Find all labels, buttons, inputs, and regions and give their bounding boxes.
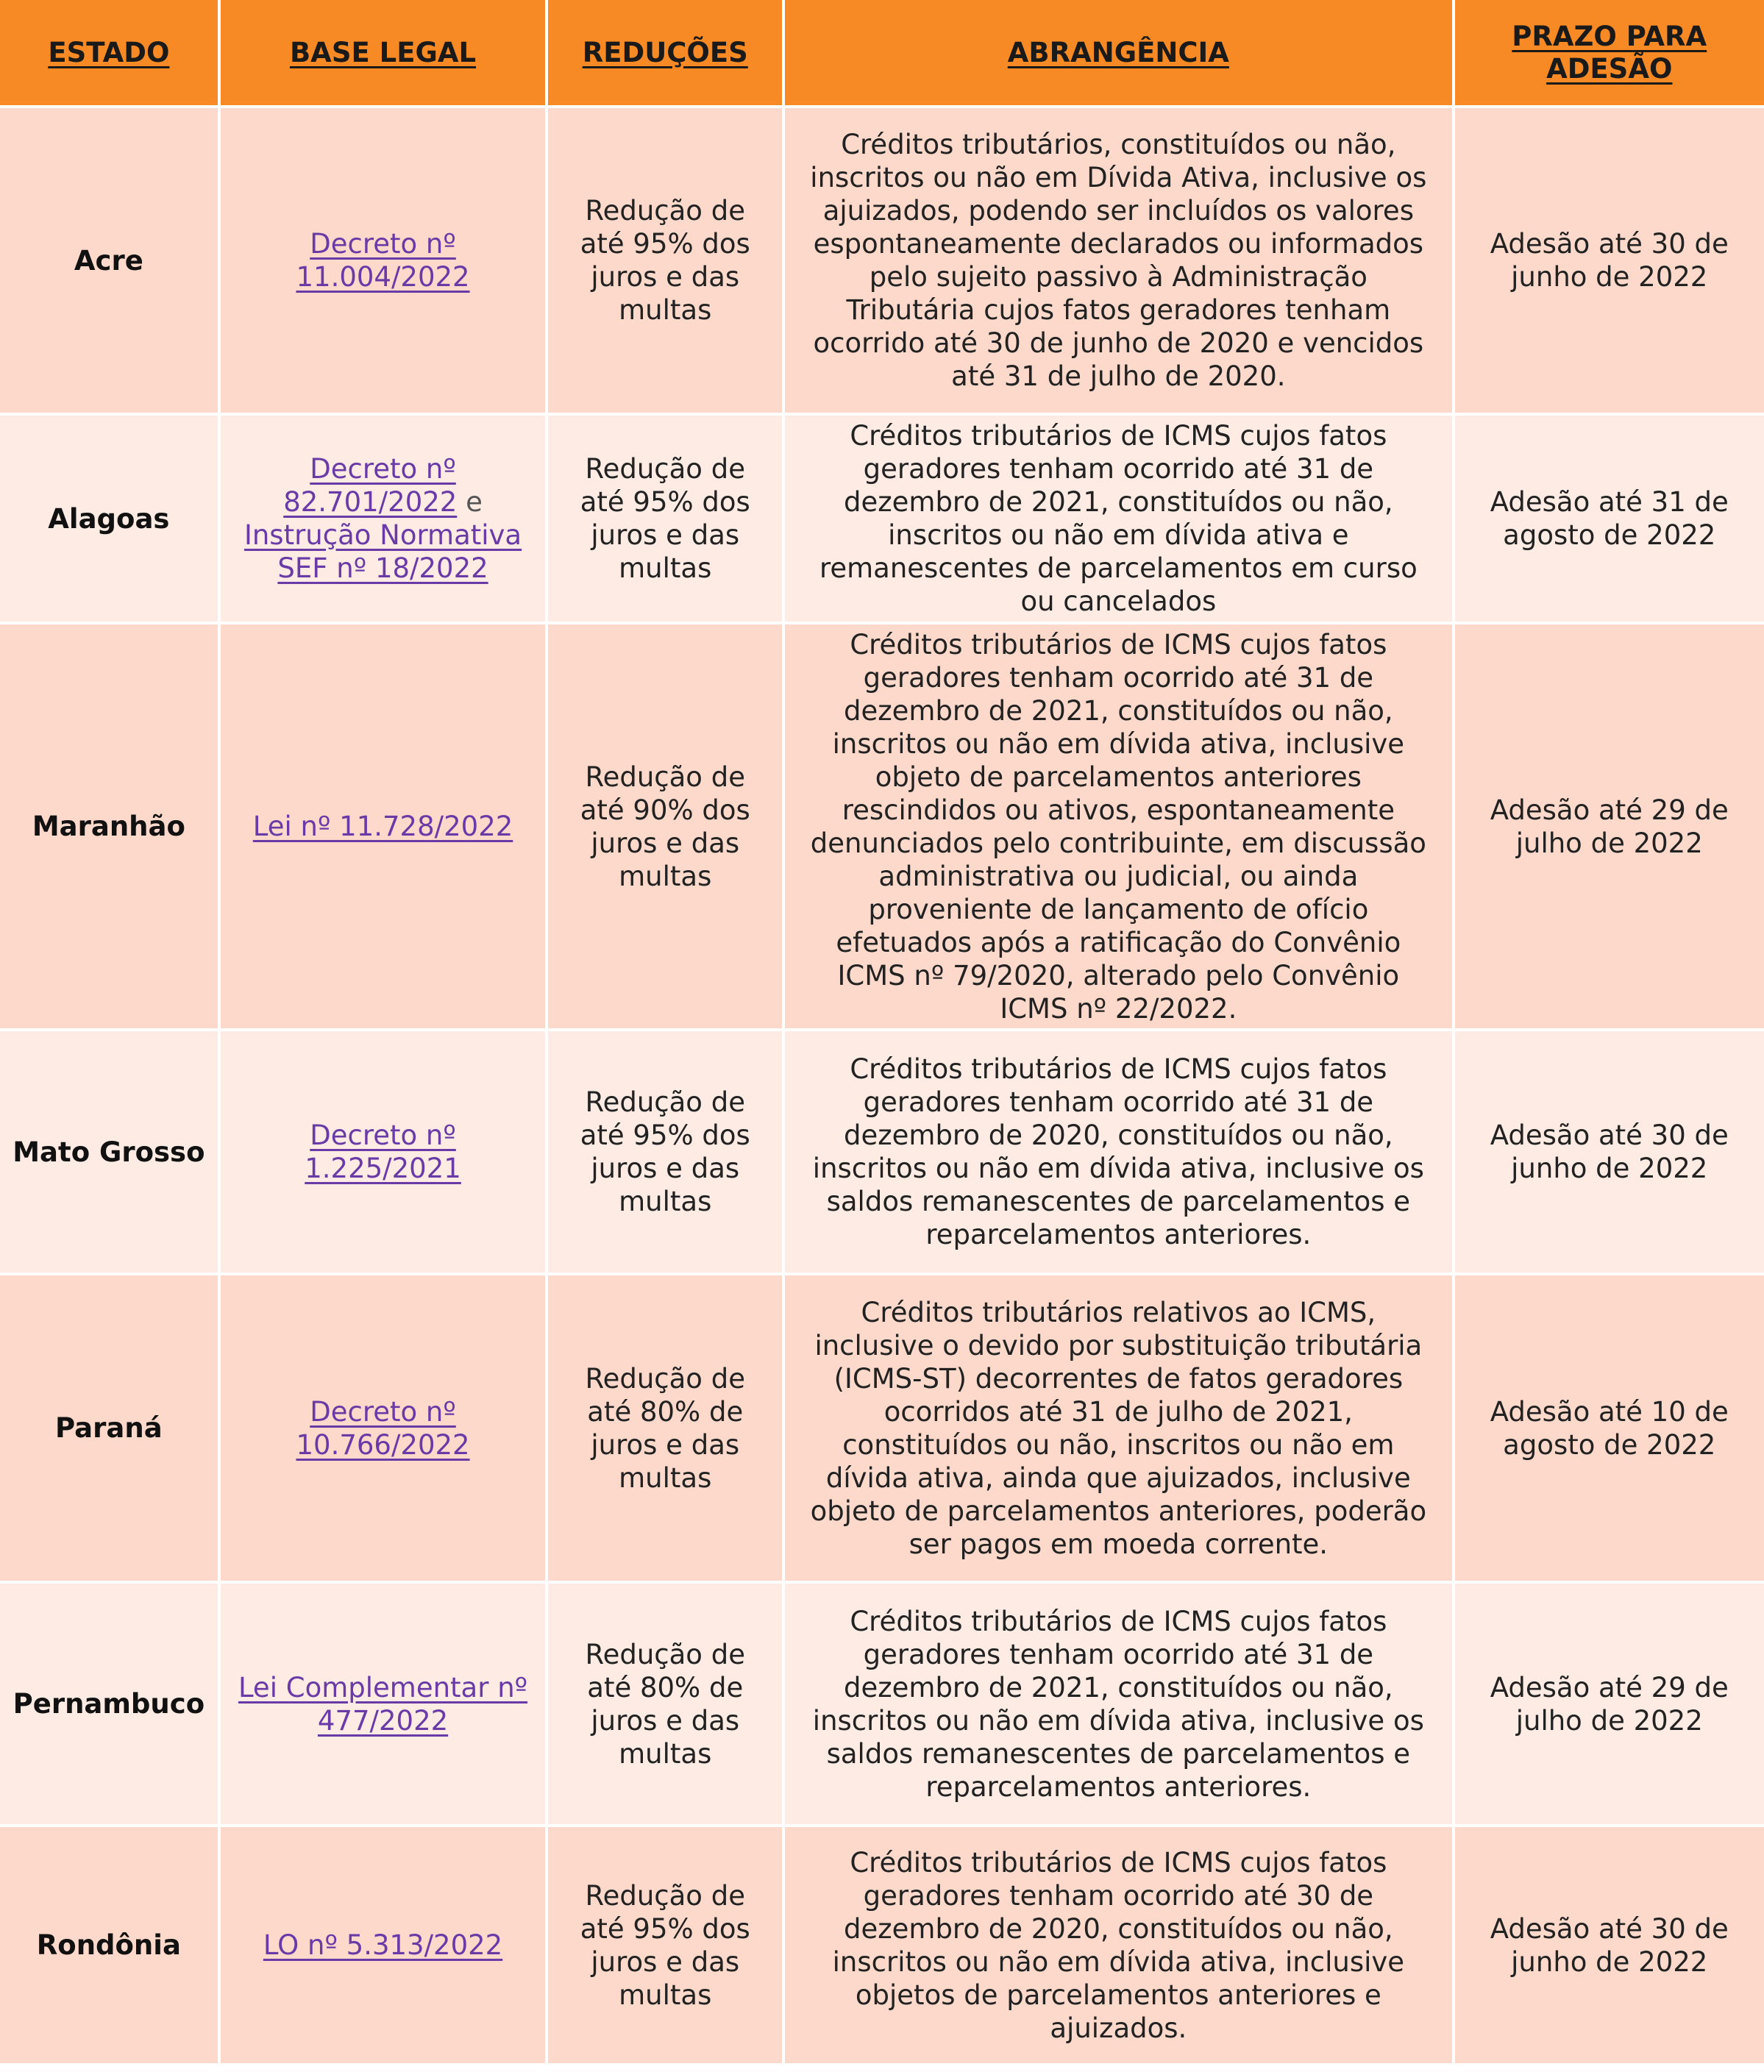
cell-estado: Mato Grosso: [0, 1031, 218, 1272]
law-link[interactable]: LO nº 5.313/2022: [263, 1929, 503, 1961]
cell-reducoes: Redução de até 90% dos juros e das multas: [548, 624, 782, 1028]
law-link[interactable]: Decreto nº 1.225/2021: [305, 1119, 461, 1184]
cell-base-legal: [221, 1275, 546, 1581]
table-row: [0, 1031, 1764, 1272]
cell-abrangencia: Créditos tributários de ICMS cujos fatos geradores tenham ocorrido até 31 de dezembro de 2021, constituídos ou não, inscritos ou não em dívida ativa e remanescentes de parcelamentos em curso ou cancelados: [785, 416, 1451, 622]
table-row: [0, 624, 1764, 1028]
cell-reducoes: Redução de até 95% dos juros e das multas: [548, 1827, 782, 2063]
cell-estado: Alagoas: [0, 416, 218, 622]
cell-reducoes: Redução de até 95% dos juros e das multas: [548, 416, 782, 622]
cell-abrangencia: Créditos tributários de ICMS cujos fatos geradores tenham ocorrido até 31 de dezembro de 2021, constituídos ou não, inscritos ou não em dívida ativa, inclusive objeto de parcelamentos anteriores rescindidos ou ativos, espontaneamente denunciados pelo contribuinte, em discussão administrativa ou judicial, ou ainda proveniente de lançamento de ofício efetuados após a ratificação do Convênio ICMS nº 79/2020, alterado pelo Convênio ICMS nº 22/2022.: [785, 624, 1451, 1028]
header-estado: ESTADO: [0, 0, 218, 105]
cell-base-legal: [221, 1584, 546, 1824]
cell-prazo: Adesão até 30 de junho de 2022: [1455, 108, 1764, 413]
cell-base-legal: [221, 108, 546, 413]
cell-prazo: Adesão até 29 de julho de 2022: [1455, 624, 1764, 1028]
law-connector: e: [466, 486, 483, 518]
header-prazo: PRAZO PARA ADESÃO: [1455, 0, 1764, 105]
table-body: [0, 108, 1764, 2063]
header-base-legal: BASE LEGAL: [221, 0, 546, 105]
cell-prazo: Adesão até 10 de agosto de 2022: [1455, 1275, 1764, 1581]
header-row: [0, 0, 1764, 105]
cell-base-legal: [221, 1827, 546, 2063]
law-link[interactable]: Decreto nº 82.701/2022: [283, 453, 458, 518]
law-link[interactable]: Instrução Normativa SEF nº 18/2022: [243, 519, 522, 584]
law-link[interactable]: Decreto nº 11.004/2022: [296, 228, 470, 293]
cell-estado: Paraná: [0, 1275, 218, 1581]
table-row: [0, 416, 1764, 622]
cell-estado: Acre: [0, 108, 218, 413]
table-row: [0, 1584, 1764, 1824]
cell-prazo: Adesão até 31 de agosto de 2022: [1455, 416, 1764, 622]
cell-abrangencia: Créditos tributários relativos ao ICMS, inclusive o devido por substituição tributária (ICMS-ST) decorrentes de fatos geradores ocorridos até 31 de julho de 2021, constituídos ou não, inscritos ou não em dívida ativa, ainda que ajuizados, inclusive objeto de parcelamentos anteriores, poderão ser pagos em moeda corrente.: [785, 1275, 1451, 1581]
cell-reducoes: Redução de até 95% dos juros e das multas: [548, 1031, 782, 1272]
cell-base-legal: [221, 624, 546, 1028]
cell-abrangencia: Créditos tributários de ICMS cujos fatos geradores tenham ocorrido até 31 de dezembro de 2021, constituídos ou não, inscritos ou não em dívida ativa, inclusive os saldos remanescentes de parcelamentos e reparcelamentos anteriores.: [785, 1584, 1451, 1824]
law-link[interactable]: Lei nº 11.728/2022: [252, 811, 513, 842]
cell-prazo: Adesão até 30 de junho de 2022: [1455, 1827, 1764, 2063]
header-reducoes: REDUÇÕES: [548, 0, 782, 105]
cell-reducoes: Redução de até 80% de juros e das multas: [548, 1584, 782, 1824]
cell-prazo: Adesão até 30 de junho de 2022: [1455, 1031, 1764, 1272]
cell-abrangencia: Créditos tributários de ICMS cujos fatos geradores tenham ocorrido até 30 de dezembro de 2020, constituídos ou não, inscritos ou não em dívida ativa, inclusive objetos de parcelamentos anteriores e ajuizados.: [785, 1827, 1451, 2063]
cell-abrangencia: Créditos tributários de ICMS cujos fatos geradores tenham ocorrido até 31 de dezembro de 2020, constituídos ou não, inscritos ou não em dívida ativa, inclusive os saldos remanescentes de parcelamentos e reparcelamentos anteriores.: [785, 1031, 1451, 1272]
cell-abrangencia: Créditos tributários, constituídos ou não, inscritos ou não em Dívida Ativa, inclusive os ajuizados, podendo ser incluídos os valores espontaneamente declarados ou informados pelo sujeito passivo à Administração Tributária cujos fatos geradores tenham ocorrido até 30 de junho de 2020 e vencidos até 31 de julho de 2020.: [785, 108, 1451, 413]
header-abrangencia: ABRANGÊNCIA: [785, 0, 1451, 105]
table-row: [0, 1827, 1764, 2063]
cell-base-legal: [221, 416, 546, 622]
cell-prazo: Adesão até 29 de julho de 2022: [1455, 1584, 1764, 1824]
table-header: [0, 0, 1764, 105]
cell-estado: Maranhão: [0, 624, 218, 1028]
cell-reducoes: Redução de até 80% de juros e das multas: [548, 1275, 782, 1581]
cell-estado: Pernambuco: [0, 1584, 218, 1824]
table-row: [0, 108, 1764, 413]
cell-base-legal: [221, 1031, 546, 1272]
law-link[interactable]: Lei Complementar nº 477/2022: [238, 1671, 528, 1737]
table-row: [0, 1275, 1764, 1581]
cell-estado: Rondônia: [0, 1827, 218, 2063]
cell-reducoes: Redução de até 95% dos juros e das multas: [548, 108, 782, 413]
law-link[interactable]: Decreto nº 10.766/2022: [296, 1395, 470, 1461]
